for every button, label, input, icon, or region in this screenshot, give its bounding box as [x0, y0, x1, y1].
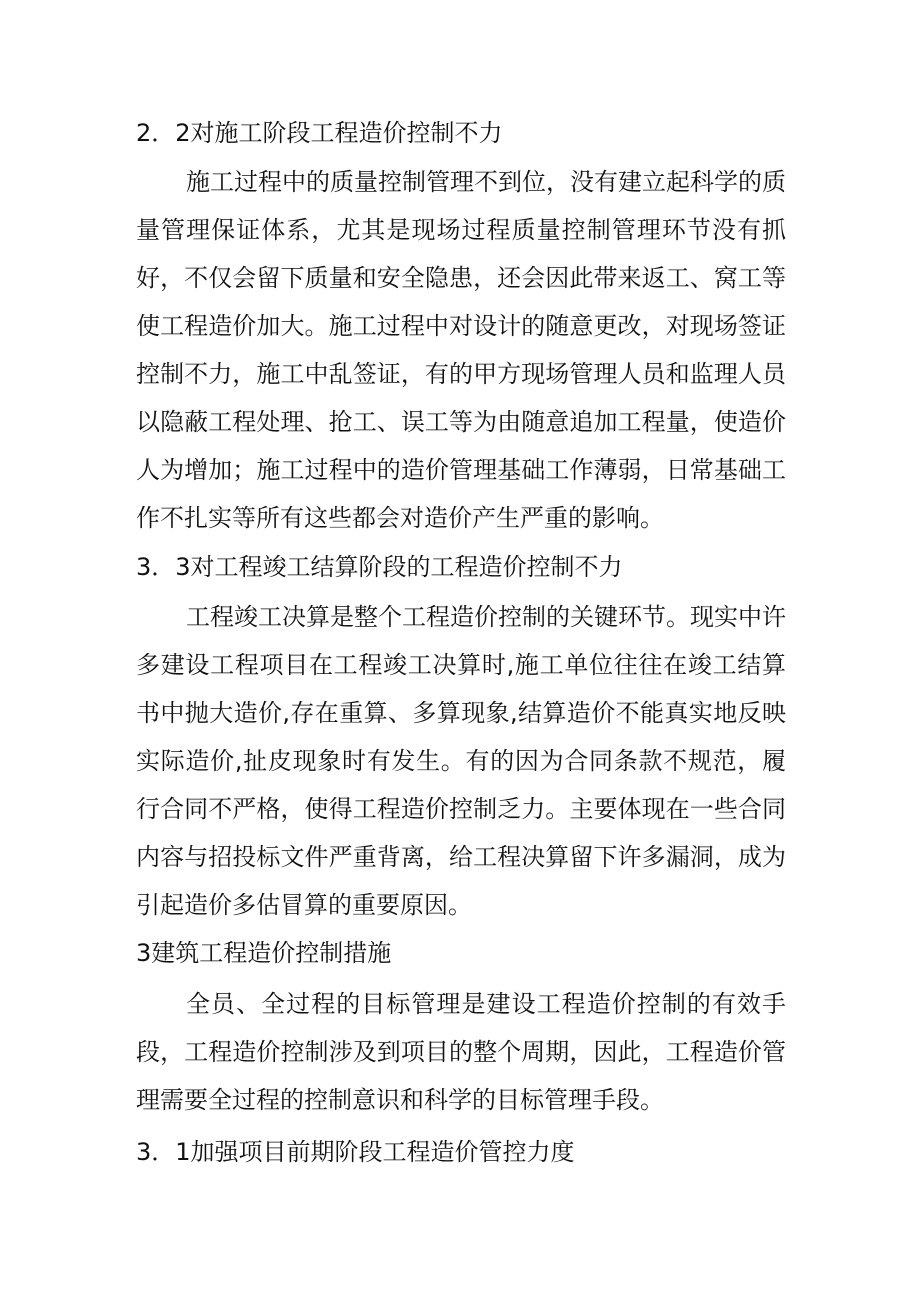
- body-paragraph: 工程竣工决算是整个工程造价控制的关键环节。现实中许多建设工程项目在工程竣工决算时,施工单位往往在竣工结算书中抛大造价,存在重算、多算现象,结算造价不能真实地反映实际造价,扯皮现象时有发生。有的因为合同条款不规范，履行合同不严格，使得工程造价控制乏力。主要体现在一些合同内容与招投标文件严重背离，给工程决算留下许多漏洞，成为引起造价多估冒算的重要原因。: [136, 603, 786, 919]
- section-heading: 3．3对工程竣工结算阶段的工程造价控制不力: [136, 553, 623, 581]
- section-heading: 2．2对施工阶段工程造价控制不力: [136, 119, 503, 147]
- section-heading: 3．1加强项目前期阶段工程造价管控力度: [136, 1138, 575, 1166]
- body-paragraph: 全员、全过程的目标管理是建设工程造价控制的有效手段，工程造价控制涉及到项目的整个周期，因此，工程造价管理需要全过程的控制意识和科学的目标管理手段。: [136, 990, 786, 1114]
- body-paragraph: 施工过程中的质量控制管理不到位，没有建立起科学的质量管理保证体系，尤其是现场过程质量控制管理环节没有抓好，不仅会留下质量和安全隐患，还会因此带来返工、窝工等使工程造价加大。施工过程中对设计的随意更改，对现场签证控制不力，施工中乱签证，有的甲方现场管理人员和监理人员以隐蔽工程处理、抢工、误工等为由随意追加工程量，使造价人为增加；施工过程中的造价管理基础工作薄弱，日常基础工作不扎实等所有这些都会对造价产生严重的影响。: [136, 168, 786, 532]
- section-heading: 3建筑工程造价控制措施: [136, 939, 392, 967]
